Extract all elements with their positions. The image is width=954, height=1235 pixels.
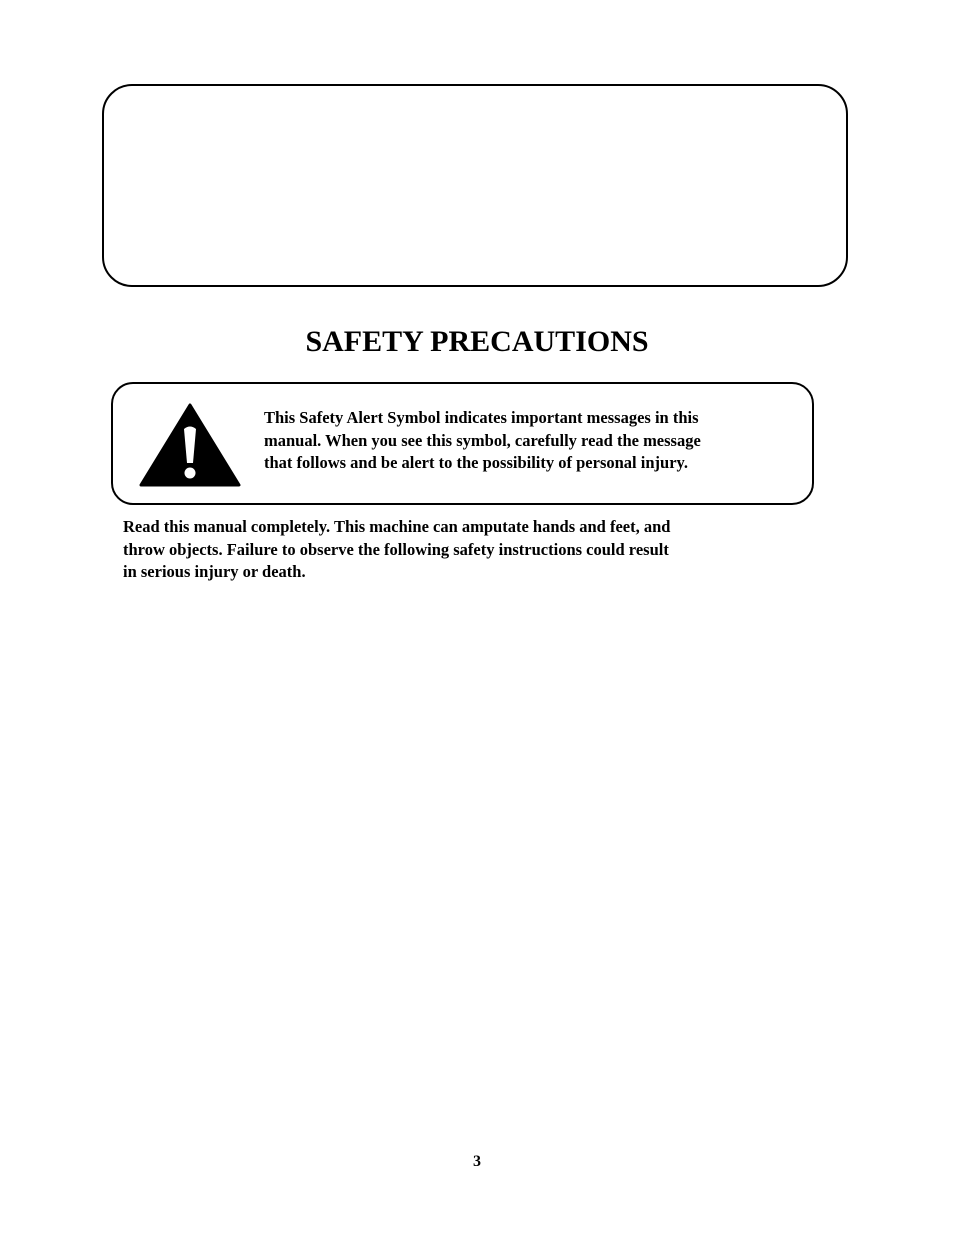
alert-line: This Safety Alert Symbol indicates important messages in this [264,408,699,427]
alert-line: that follows and be alert to the possibility of personal injury. [264,453,688,472]
intro-line: in serious injury or death. [123,562,306,581]
warning-triangle-icon [139,403,241,487]
page-title: SAFETY PRECAUTIONS [305,325,649,358]
alert-line: manual. When you see this symbol, carefully read the message [264,430,701,450]
intro-line: Read this manual completely. This machine can amputate hands and feet, and [123,517,671,536]
intro-warning-paragraph [123,516,823,584]
safety-alert-message [264,407,804,475]
intro-line: throw objects. Failure to observe the following safety instructions could result [123,539,669,559]
top-frame-box [102,84,848,287]
page-number: 3 [473,1153,481,1170]
